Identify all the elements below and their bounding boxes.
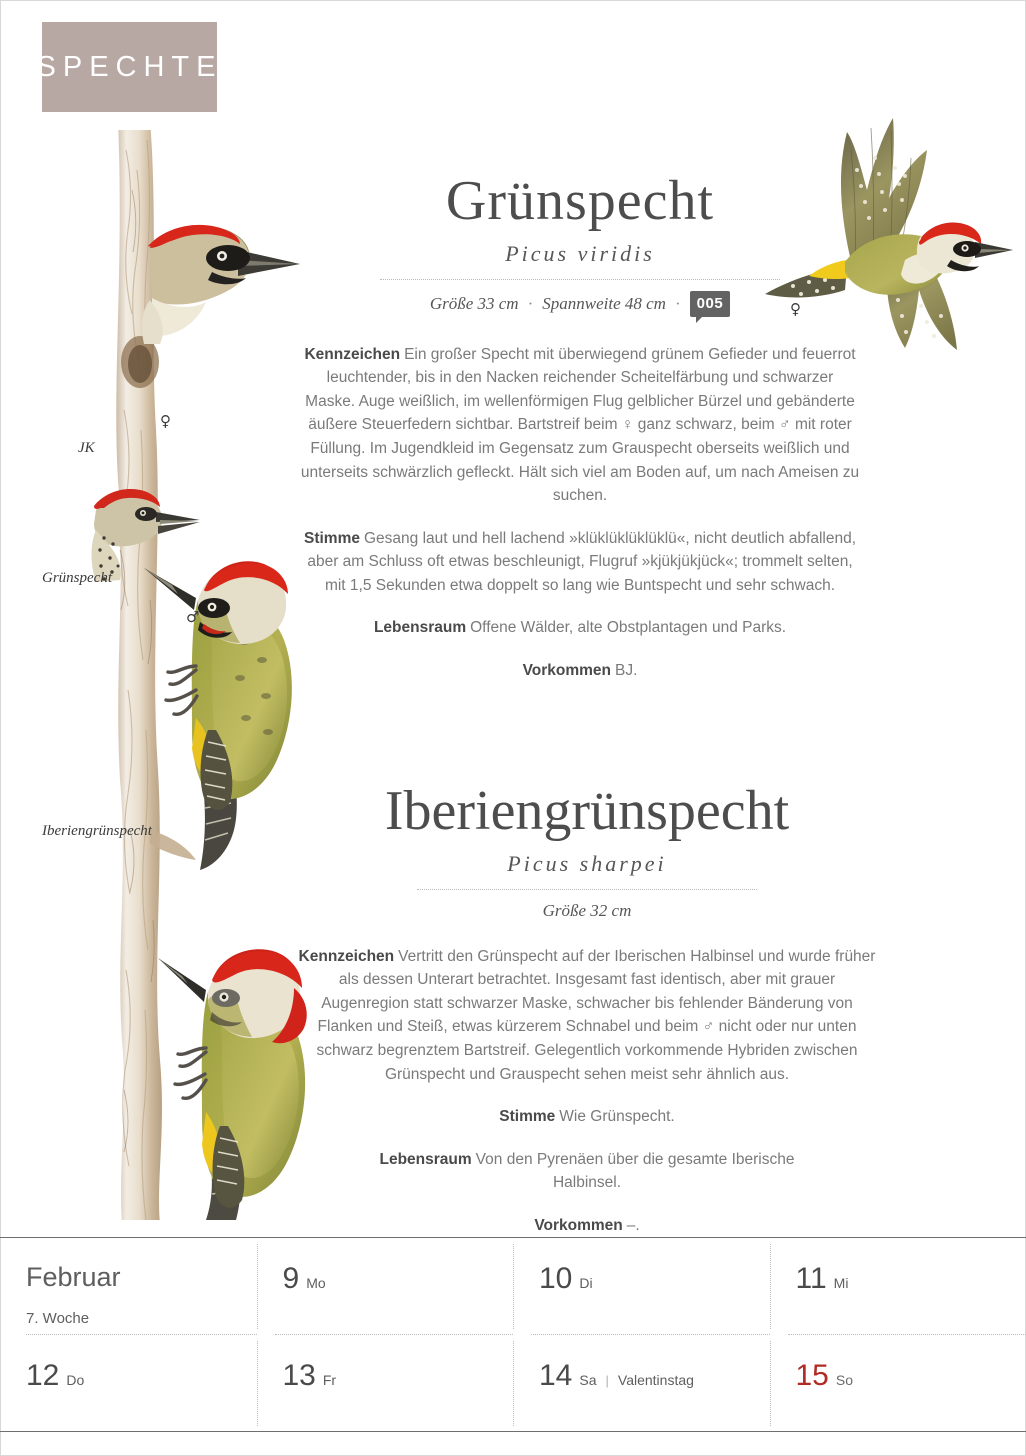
measurements-1 [300, 291, 860, 317]
species-block-iberiengruenspecht [298, 782, 876, 1237]
sex-mark-flug-weibchen: ♀ [790, 300, 801, 318]
species-name-2: Iberiengrünspecht [384, 780, 790, 842]
species-block-gruenspecht [300, 172, 860, 682]
calendar-cell-day-12[interactable] [0, 1335, 257, 1432]
day-number: 11 [795, 1262, 827, 1295]
size-value-1: Größe 33 cm [429, 293, 519, 313]
calendar-cell-day-11[interactable] [770, 1238, 1026, 1335]
day-row [539, 1361, 770, 1391]
calendar-cell-day-9[interactable] [257, 1238, 514, 1335]
day-row [26, 1361, 257, 1391]
calendar-cell-day-13[interactable] [257, 1335, 514, 1432]
divider-rule-2 [417, 889, 757, 890]
text-stimme-1: Gesang laut und hell lachend »klüklüklüklüklü«, nicht deutlich abfallend, aber am Schluss oft etwas beschleunigt, Flugruf »kjükjükjück«; trommelt selten, mit 1,5 Sekunden etwa doppelt so lang wie Buntspecht und sehr schwach. [307, 529, 857, 594]
section-stimme-2 [298, 1105, 876, 1129]
calendar-cell-month [0, 1238, 257, 1335]
sex-mark-maennchen: ♂ [186, 608, 200, 626]
species-latin-2: Picus sharpei [507, 850, 667, 876]
month-name: Februar [26, 1262, 121, 1292]
bird-gruenspecht-weibchen-kopf [142, 225, 300, 344]
day-abbreviation: Do [66, 1372, 85, 1388]
text-kennzeichen-1: Ein großer Specht mit überwiegend grünem Gefieder und feuerrot leuchtender, bis in den Nacken reichender Scheitelfärbung und schwarzer Maske. Auge weißlich, im wellenförmigen Flug gelblicher Bürzel und gebänderte äußere Steuerfedern sichtbar. Bartstreif beim ♀ ganz schwarz, beim ♂ mit roter Füllung. Im Jugendkleid im Gegensatz zum Grauspecht oberseits weißlich und unterseits schwärzlich gefleckt. Hält sich viel am Boden auf, um nach Ameisen zu suchen. [300, 345, 860, 505]
day-note: Valentinstag [617, 1372, 694, 1388]
calendar-cell-day-15[interactable] [770, 1335, 1026, 1432]
week-label: 7. Woche [26, 1310, 90, 1327]
bird-iberiengruenspecht [158, 949, 307, 1220]
measure-separator-2: · [674, 293, 681, 313]
text-vorkommen-2: –. [626, 1216, 640, 1234]
day-row [796, 1361, 1026, 1391]
heading-stimme-1: Stimme [303, 529, 360, 547]
text-stimme-2: Wie Grünspecht. [559, 1108, 675, 1126]
bird-gruenspecht-maennchen [144, 561, 292, 870]
species-name-1: Grünspecht [445, 170, 715, 232]
heading-vorkommen-1: Vorkommen [522, 661, 612, 679]
text-lebensraum-2: Von den Pyrenäen über die gesamte Iberische Halbinsel. [475, 1150, 795, 1192]
day-abbreviation: Di [579, 1275, 593, 1291]
plate-label-iberiengruenspecht: Iberiengrünspecht [42, 823, 152, 839]
day-number: 13 [282, 1359, 316, 1392]
day-row [796, 1264, 1026, 1294]
plate-label-jk: JK [78, 440, 95, 456]
calendar-bottom-rule [0, 1431, 1026, 1432]
day-number: 15 [795, 1359, 829, 1392]
section-lebensraum-1 [300, 616, 860, 640]
bird-illustration-plate [0, 130, 330, 1220]
day-abbreviation: Fr [322, 1372, 337, 1388]
day-number: 9 [282, 1262, 300, 1295]
section-tab-label: SPECHTE [36, 50, 223, 83]
day-abbreviation: So [835, 1372, 853, 1388]
section-vorkommen-2 [298, 1214, 876, 1238]
text-lebensraum-1: Offene Wälder, alte Obstplantagen und Parks. [470, 619, 787, 637]
section-tab [36, 22, 223, 112]
calendar-cell-day-10[interactable] [513, 1238, 770, 1335]
calendar-cell-day-14[interactable] [513, 1335, 770, 1432]
page-border-top [0, 0, 1026, 1]
day-abbreviation: Mi [833, 1275, 849, 1291]
heading-lebensraum-1: Lebensraum [373, 619, 467, 637]
wingspan-value-1: Spannweite 48 cm [542, 293, 666, 313]
heading-lebensraum-2: Lebensraum [379, 1150, 472, 1168]
heading-stimme-2: Stimme [499, 1108, 556, 1126]
section-vorkommen-1 [300, 659, 860, 683]
plate-label-gruenspecht: Grünspecht [42, 570, 112, 586]
day-abbreviation: Sa [579, 1372, 597, 1388]
woodpecker-plate-svg [0, 130, 330, 1220]
heading-kennzeichen-1: Kennzeichen [304, 345, 401, 363]
measure-separator: · [527, 293, 534, 313]
sex-mark-weibchen-kopf: ♀ [160, 412, 171, 430]
measurements-2 [298, 901, 876, 921]
day-note-separator: | [605, 1373, 609, 1388]
section-lebensraum-2 [298, 1148, 876, 1195]
section-kennzeichen-1 [300, 343, 860, 508]
heading-vorkommen-2: Vorkommen [534, 1216, 623, 1234]
section-kennzeichen-2 [298, 945, 876, 1086]
day-number: 12 [26, 1359, 60, 1392]
text-kennzeichen-2: Vertritt den Grünspecht auf der Iberischen Halbinsel und wurde früher als dessen Unterart betrachtet. Insgesamt fast identisch, aber mit grauer Augenregion statt schwarzer Maske, schwacher bis fehlender Bänderung von Flanken und Steiß, etwas kürzerem Schnabel und beim ♂ nicht oder nur unten schwarz begrenztem Bartstreif. Gelegentlich vorkommende Hybriden zwischen Grünspecht und Grauspecht sehen meist sehr ähnlich aus. [316, 947, 876, 1083]
species-latin-1: Picus viridis [505, 240, 655, 266]
day-row [283, 1361, 514, 1391]
size-value-2: Größe 32 cm [542, 900, 632, 920]
day-number: 10 [539, 1262, 573, 1295]
heading-kennzeichen-2: Kennzeichen [298, 947, 395, 965]
day-row [539, 1264, 770, 1294]
day-abbreviation: Mo [306, 1275, 326, 1291]
day-row [283, 1264, 514, 1294]
section-stimme-1 [300, 527, 860, 598]
calendar-grid [0, 1238, 1026, 1432]
day-number: 14 [539, 1359, 573, 1392]
divider-rule-1 [380, 279, 780, 280]
text-vorkommen-1: BJ. [615, 661, 638, 679]
calendar-strip [0, 1237, 1026, 1456]
audio-track-badge[interactable]: 005 [690, 291, 731, 317]
